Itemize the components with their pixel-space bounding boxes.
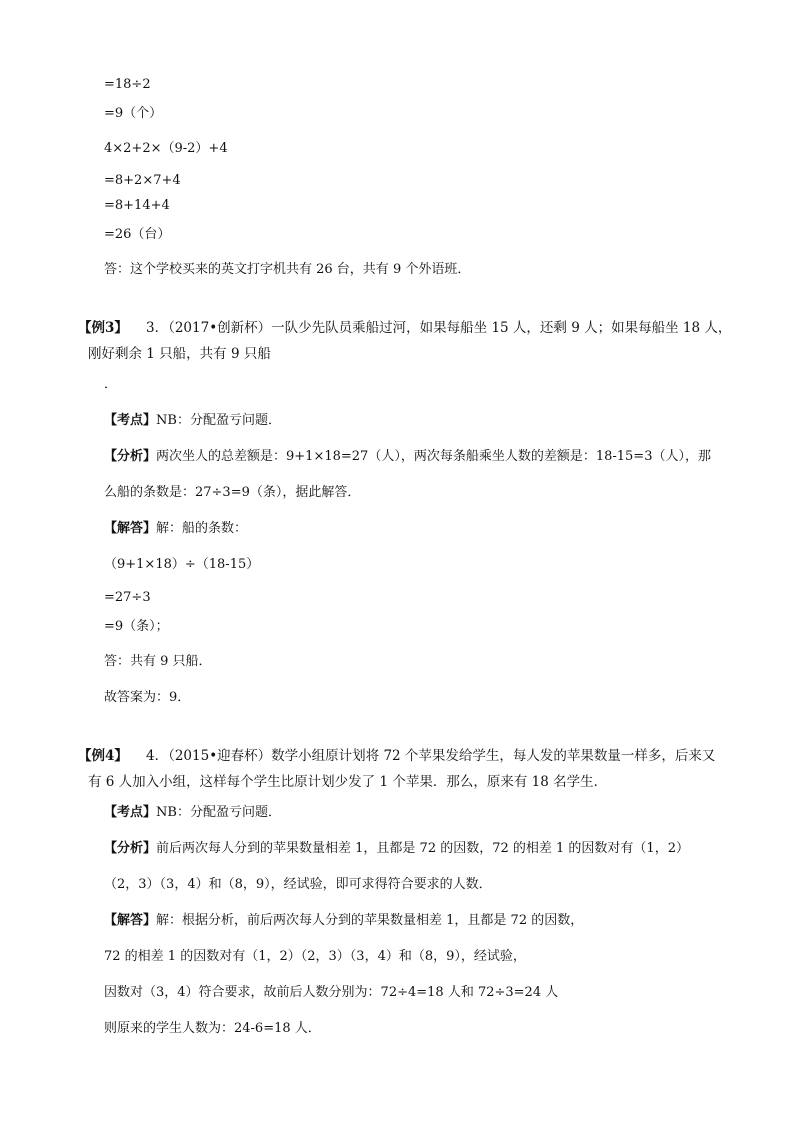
fenxi-label: 【分析】 — [104, 449, 157, 464]
jieda-label: 【解答】 — [104, 913, 157, 928]
calc-line-5: =8+14+4 — [104, 198, 170, 213]
kaodian-label: 【考点】 — [104, 805, 157, 820]
answer-line: 答：这个学校买来的英文打字机共有 26 台，共有 9 个外语班． — [104, 262, 471, 277]
example-3-question-line-1: 3．（2017•创新杯）一队少先队员乘船过河，如果每船坐 15 人，还剩 9 人；如果每船坐 18 人， — [146, 320, 732, 336]
fenxi-text: 两次坐人的总差额是：9+1×18=27（人），两次每条船乘坐人数的差额是：18-15=3（人），那 — [156, 449, 711, 464]
kaodian-text: NB：分配盈亏问题． — [156, 413, 281, 428]
example-3-step-3: =9（条）； — [104, 619, 169, 634]
example-3-question-line-2: 刚好剩余 1 只船，共有 9 只船 — [88, 346, 271, 362]
example-4-tag: 【例4】 — [78, 748, 128, 764]
example-4-question-line-2: 有 6 人加入小组，这样每个学生比原计划少发了 1 个苹果．那么，原来有 18 名学生． — [88, 774, 608, 790]
kaodian-text: NB：分配盈亏问题． — [156, 805, 281, 820]
calc-line-4: =8+2×7+4 — [104, 173, 181, 188]
example-4-fenxi-line-2: （2，3）（3，4）和（8，9），经试验，即可求得符合要求的人数． — [104, 877, 492, 892]
fenxi-text: 前后两次每人分到的苹果数量相差 1，且都是 72 的因数，72 的相差 1 的因数对有（1，2） — [156, 841, 689, 856]
example-4-fenxi-line-1 — [104, 841, 689, 857]
example-4-step-3: 则原来的学生人数为：24-6=18 人． — [104, 1021, 321, 1036]
example-3-fenxi-line-2: 么船的条数是：27÷3=9（条），据此解答． — [104, 485, 361, 500]
calc-line-2: =9（个） — [104, 106, 163, 121]
fenxi-label: 【分析】 — [104, 841, 157, 856]
jieda-label: 【解答】 — [104, 521, 157, 536]
example-4-jieda — [104, 913, 583, 929]
calc-line-1: =18÷2 — [104, 77, 151, 92]
calc-line-3: 4×2+2×（9-2）+4 — [104, 141, 228, 156]
example-3-jieda — [104, 521, 247, 537]
example-3-answer: 答：共有 9 只船． — [104, 654, 212, 669]
example-4-question-line-1: 4．（2015•迎春杯）数学小组原计划将 72 个苹果发给学生，每人发的苹果数量一样多，后来又 — [146, 748, 716, 764]
example-3-step-2: =27÷3 — [104, 590, 151, 605]
example-3-final: 故答案为：9． — [104, 690, 191, 705]
example-4-kaodian — [104, 805, 281, 821]
example-3-fenxi-line-1 — [104, 449, 711, 465]
example-3-kaodian — [104, 413, 281, 429]
example-4-step-1: 72 的相差 1 的因数对有（1，2）（2，3）（3，4）和（8，9），经试验， — [104, 949, 526, 964]
example-3-tag: 【例3】 — [78, 320, 128, 336]
jieda-text: 解：根据分析，前后两次每人分到的苹果数量相差 1，且都是 72 的因数， — [156, 913, 584, 928]
calc-line-6: =26（台） — [104, 227, 171, 242]
example-3-question-end: ． — [104, 377, 118, 392]
example-3-step-1: （9+1×18）÷（18-15） — [104, 557, 260, 572]
jieda-text: 解：船的条数： — [156, 521, 248, 536]
kaodian-label: 【考点】 — [104, 413, 157, 428]
example-4-step-2: 因数对（3，4）符合要求，故前后人数分别为：72÷4=18 人和 72÷3=24 人 — [104, 985, 559, 1000]
